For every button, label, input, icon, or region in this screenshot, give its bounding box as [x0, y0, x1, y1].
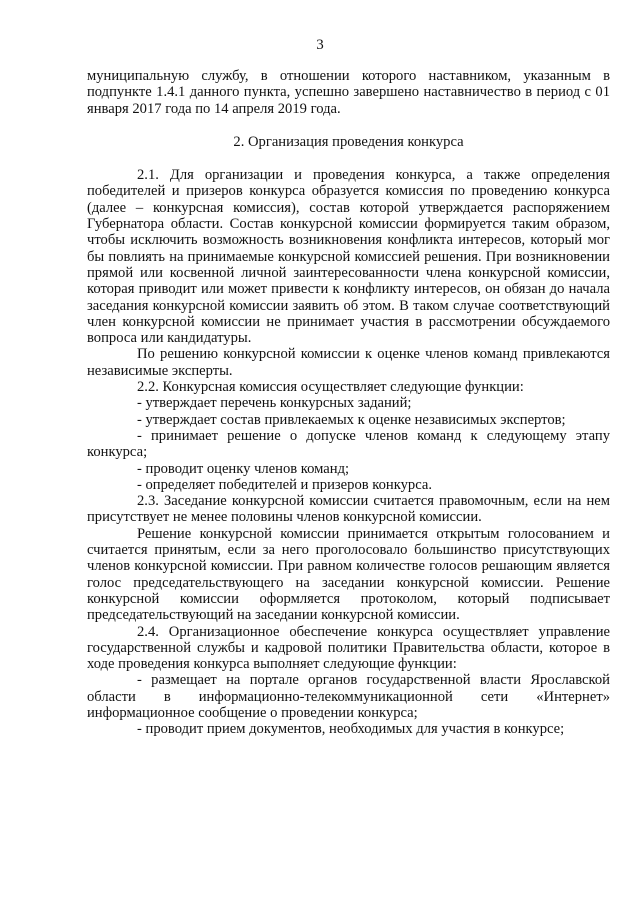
section-heading: 2. Организация проведения конкурса — [233, 133, 464, 150]
paragraph-continuation: муниципальную службу, в отношении которого наставником, указанным в подпункте 1.4.1 данного пункта, успешно завершено наставничество в период с 01 января 2017 года по 14 апреля 2019 года. — [87, 68, 610, 117]
page-number: 3 — [316, 37, 324, 53]
paragraph-decision: Решение конкурсной комиссии принимается открытым голосованием и считается принятым, если за него проголосовало большинство присутствующих членов конкурсной комиссии. При равном количестве голосов решающим является голос председательствующего на заседании конкурсной комиссии. Решение конкурсной комиссии оформляется протоколом, который подписывает председательствующий на заседании конкурсной комиссии. — [87, 525, 610, 624]
paragraph-2-3: 2.3. Заседание конкурсной комиссии считается правомочным, если на нем присутствует не менее половины членов конкурсной комиссии. — [87, 493, 610, 526]
list-item: - проводит прием документов, необходимых для участия в конкурсе; — [137, 721, 565, 738]
list-item: - принимает решение о допуске членов команд к следующему этапу конкурса; — [87, 427, 610, 461]
document-body — [87, 68, 610, 738]
paragraph-experts: По решению конкурсной комиссии к оценке членов команд привлекаются независимые эксперты. — [87, 346, 610, 379]
paragraph-2-2: 2.2. Конкурсная комиссия осуществляет следующие функции: — [137, 379, 524, 396]
list-item: - проводит оценку членов команд; — [137, 460, 350, 477]
list-item: - размещает на портале органов государственной власти Ярославской области в информационно-телекоммуникационной сети «Интернет» информационное сообщение о проведении конкурса; — [87, 672, 610, 721]
list-item: - утверждает перечень конкурсных заданий; — [137, 395, 412, 412]
list-item: - утверждает состав привлекаемых к оценке независимых экспертов; — [137, 411, 566, 428]
paragraph-2-4: 2.4. Организационное обеспечение конкурса осуществляет управление государственной службы и кадровой политики Правительства области, которое в ходе проведения конкурса выполняет следующие функции: — [87, 623, 610, 673]
paragraph-2-1: 2.1. Для организации и проведения конкурса, а также определения победителей и призеров конкурса образуется комиссия по проведению конкурса (далее – конкурсная комиссия), состав которой утверждается распоряжением Губернатора области. Состав конкурсной комиссии формируется таким образом, чтобы исключить возможность возникновения конфликта интересов, который мог бы повлиять на принимаемые конкурсной комиссией решения. При возникновении прямой или косвенной личной заинтересованности члена конкурсной комиссии, которая приводит или может привести к конфликту интересов, он обязан до начала заседания конкурсной комиссии заявить об этом. В таком случае соответствующий член конкурсной комиссии не принимает участия в рассмотрении обсуждаемого вопроса или кандидатуры. — [87, 167, 610, 347]
list-item: - определяет победителей и призеров конкурса. — [137, 476, 432, 493]
